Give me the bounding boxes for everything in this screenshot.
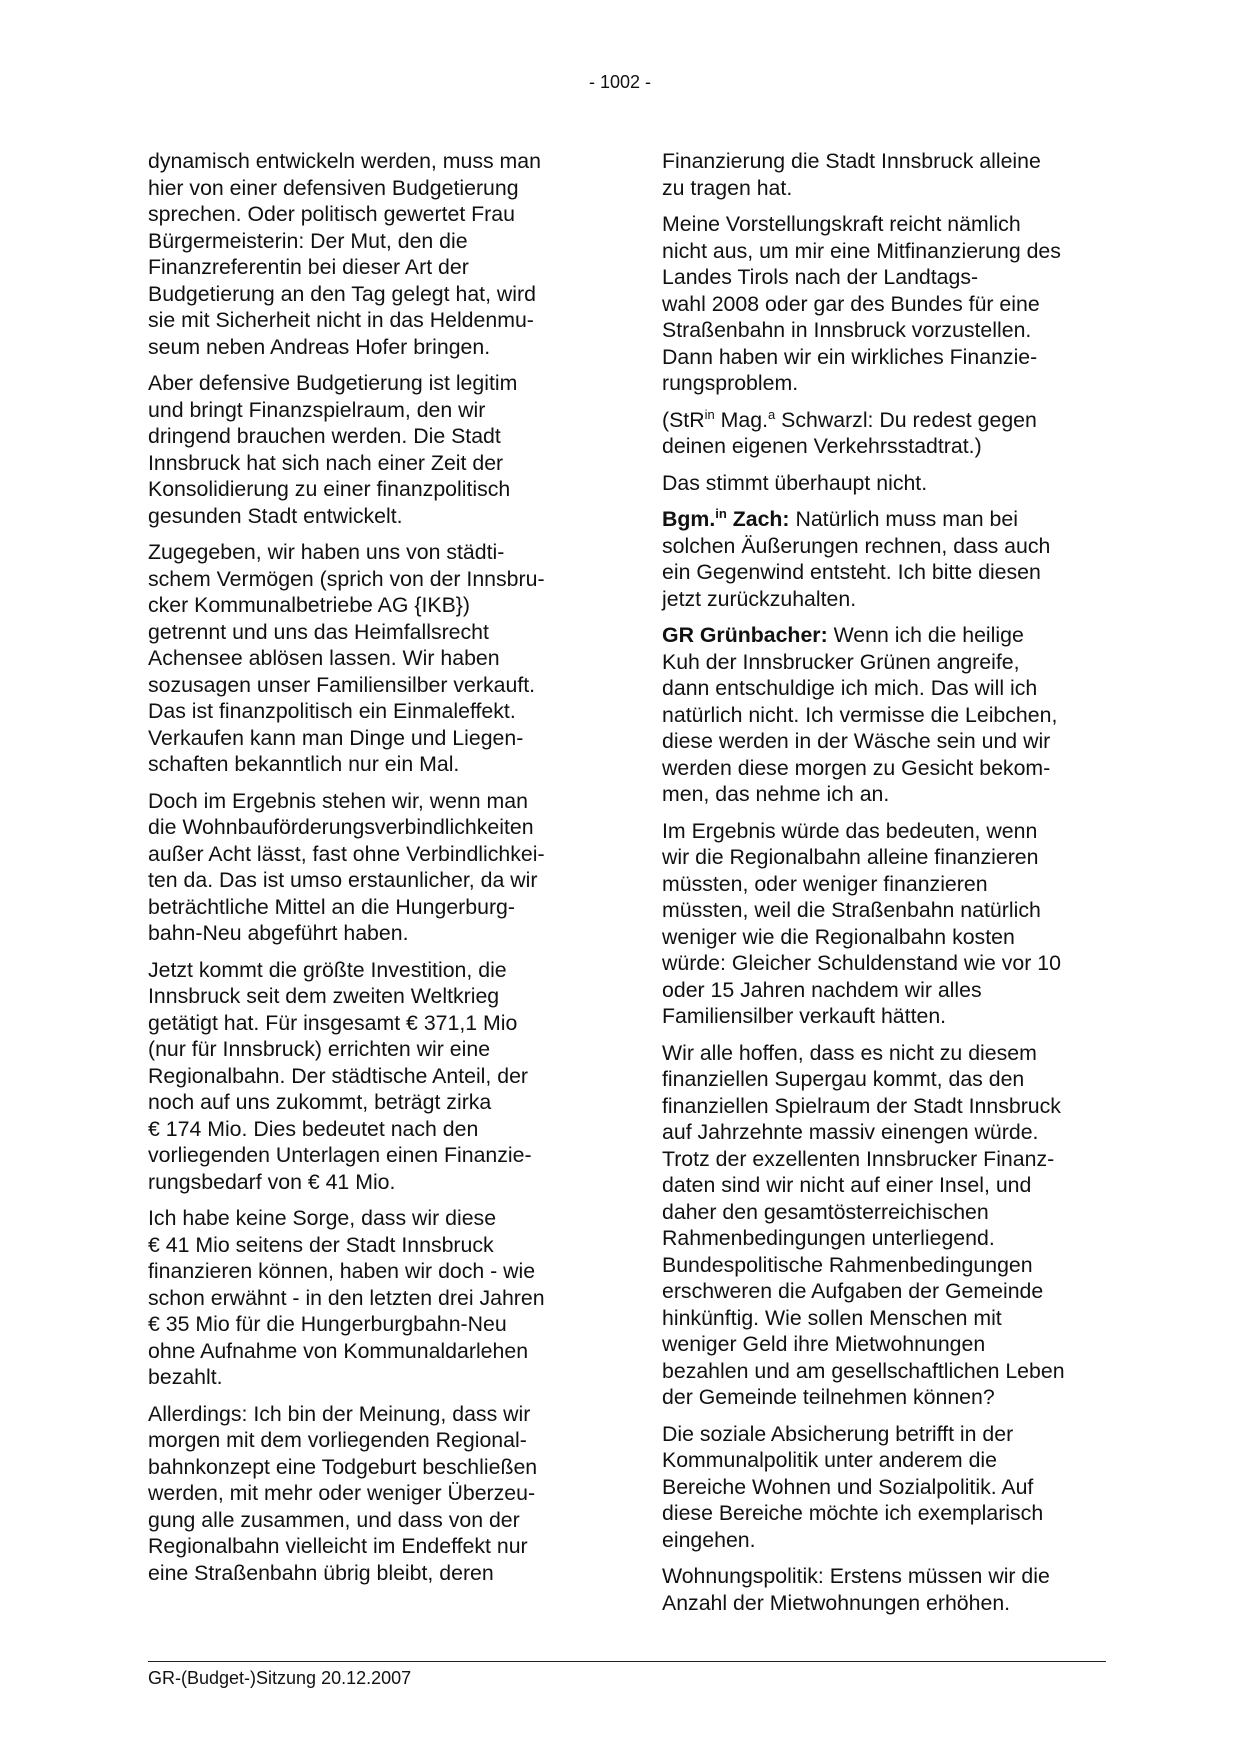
speech-paragraph (662, 622, 1105, 808)
title-superscript: a (768, 406, 776, 422)
paragraph: Ich habe keine Sorge, dass wir diese € 41 Mio seitens der Stadt Innsbruck finanzieren können, haben wir doch - wie schon erwähnt - in den letzten drei Jahren € 35 Mio für die Hungerburgbahn-Neu ohne Aufnahme von Kommunaldarlehen bezahlt. (148, 1206, 545, 1389)
paragraph: Zugegeben, wir haben uns von städti- schem Vermögen (sprich von der Innsbru- cker Kommunalbetriebe AG {IKB}) getrennt und uns das Heimfallsrecht Achensee ablösen lassen. Wir haben sozusagen unser Familiensilber verkauft. Das ist finanzpolitisch ein Einmaleffekt. Verkaufen kann man Dinge und Liegen- schaften bekanntlich nur ein Mal. (148, 540, 545, 776)
paragraph: Doch im Ergebnis stehen wir, wenn man die Wohnbauförderungsverbindlichkeiten außer Acht lässt, fast ohne Verbindlichkei- ten da. Das ist umso erstaunlicher, da wir beträchtliche Mittel an die Hungerburg- bahn-Neu abgeführt haben. (148, 788, 545, 945)
paragraph: Allerdings: Ich bin der Meinung, dass wir morgen mit dem vorliegenden Regional- bahnkonzept eine Todgeburt beschließen werden, mit mehr oder weniger Überzeu- gung alle zusammen, und dass von der Regionalbahn vielleicht im Endeffekt nur eine Straßenbahn übrig bleibt, deren (148, 1401, 538, 1585)
paragraph: Wir alle hoffen, dass es nicht zu diesem finanziellen Supergau kommt, das den finanziellen Spielraum der Stadt Innsbruck auf Jahrzehnte massiv einengen würde. Trotz der exzellenten Innsbrucker Finanz- daten sind wir nicht auf einer Insel, und daher den gesamtösterreichischen Rahmenbedingungen unterliegend. Bundespolitische Rahmenbedingungen erschweren die Aufgaben der Gemeinde hinkünftig. Wie sollen Menschen mit weniger Geld ihre Mietwohnungen bezahlen und am gesellschaftlichen Leben der Gemeinde teilnehmen können? (662, 1040, 1065, 1409)
left-column (148, 148, 591, 1596)
speech-text: Natürlich muss man bei solchen Äußerungen rechnen, dass auch ein Gegenwind entsteht. Ich bitte diesen jetzt zurückzuhalten. (662, 507, 1051, 611)
paragraph: Meine Vorstellungskraft reicht nämlich nicht aus, um mir eine Mitfinanzierung des Landes Tirols nach der Landtags- wahl 2008 oder gar des Bundes für eine Straßenbahn in Innsbruck vorzustellen. Dann haben wir ein wirkliches Finanzie- rungsproblem. (662, 212, 1061, 395)
speaker-name: GR Grünbacher: (662, 623, 828, 647)
speech-paragraph (662, 506, 1105, 612)
footer-divider (148, 1661, 1106, 1662)
paragraph: Finanzierung die Stadt Innsbruck alleine zu tragen hat. (662, 149, 1041, 200)
title-superscript: in (715, 506, 727, 521)
interjection-paragraph (662, 407, 1105, 460)
title-superscript: in (704, 406, 715, 422)
interjection-title: Mag. (714, 407, 768, 432)
right-column (662, 148, 1105, 1626)
paragraph: Die soziale Absicherung betrifft in der Kommunalpolitik unter anderem die Bereiche Wohnen und Sozialpolitik. Auf diese Bereiche möchte ich exemplarisch eingehen. (662, 1421, 1044, 1552)
speaker-title: Bgm. (662, 507, 716, 531)
speech-text: Wenn ich die heilige Kuh der Innsbrucker Grünen angreife, dann entschuldige ich mich. Das will ich natürlich nicht. Ich vermisse die Leibchen, diese werden in der Wäsche sein und wir werden diese morgen zu Gesicht bekom- men, das nehme ich an. (662, 623, 1058, 806)
paragraph: dynamisch entwickeln werden, muss man hier von einer defensiven Budgetierung sprechen. Oder politisch gewertet Frau Bürgermeisterin: Der Mut, den die Finanzreferentin bei dieser Art der Budgetierung an den Tag gelegt hat, wird sie mit Sicherheit nicht in das Heldenmu- seum neben Andreas Hofer bringen. (148, 149, 541, 359)
page-number: - 1002 - (588, 72, 652, 92)
interjection-text: Schwarzl: Du redest gegen deinen eigenen Verkehrsstadtrat.) (662, 407, 1037, 458)
paragraph: Jetzt kommt die größte Investition, die Innsbruck seit dem zweiten Weltkrieg getätigt hat. Für insgesamt € 371,1 Mio (nur für Innsbruck) errichten wir eine Regionalbahn. Der städtische Anteil, der noch auf uns zukommt, beträgt zirka € 174 Mio. Dies bedeutet nach den vorliegenden Unterlagen einen Finanzie- rungsbedarf von € 41 Mio. (148, 957, 532, 1194)
paragraph: Aber defensive Budgetierung ist legitim und bringt Finanzspielraum, den wir dringend brauchen werden. Die Stadt Innsbruck hat sich nach einer Zeit der Konsolidierung zu einer finanzpolitisch gesunden Stadt entwickelt. (148, 371, 518, 528)
paragraph: Das stimmt überhaupt nicht. (662, 470, 928, 495)
speaker-surname: Zach: (726, 507, 790, 531)
interjection-open: (StR (662, 407, 705, 432)
paragraph: Im Ergebnis würde das bedeuten, wenn wir die Regionalbahn alleine finanzieren müssten, oder weniger finanzieren müssten, weil die Straßenbahn natürlich weniger wie die Regionalbahn kosten würde: Gleicher Schuldenstand wie vor 10 oder 15 Jahren nachdem wir alles Familiensilber verkauft hätten. (662, 818, 1061, 1028)
footer-session-label: GR-(Budget-)Sitzung 20.12.2007 (148, 1668, 412, 1688)
paragraph: Wohnungspolitik: Erstens müssen wir die Anzahl der Mietwohnungen erhöhen. (662, 1564, 1050, 1615)
speaker-name (662, 507, 790, 531)
